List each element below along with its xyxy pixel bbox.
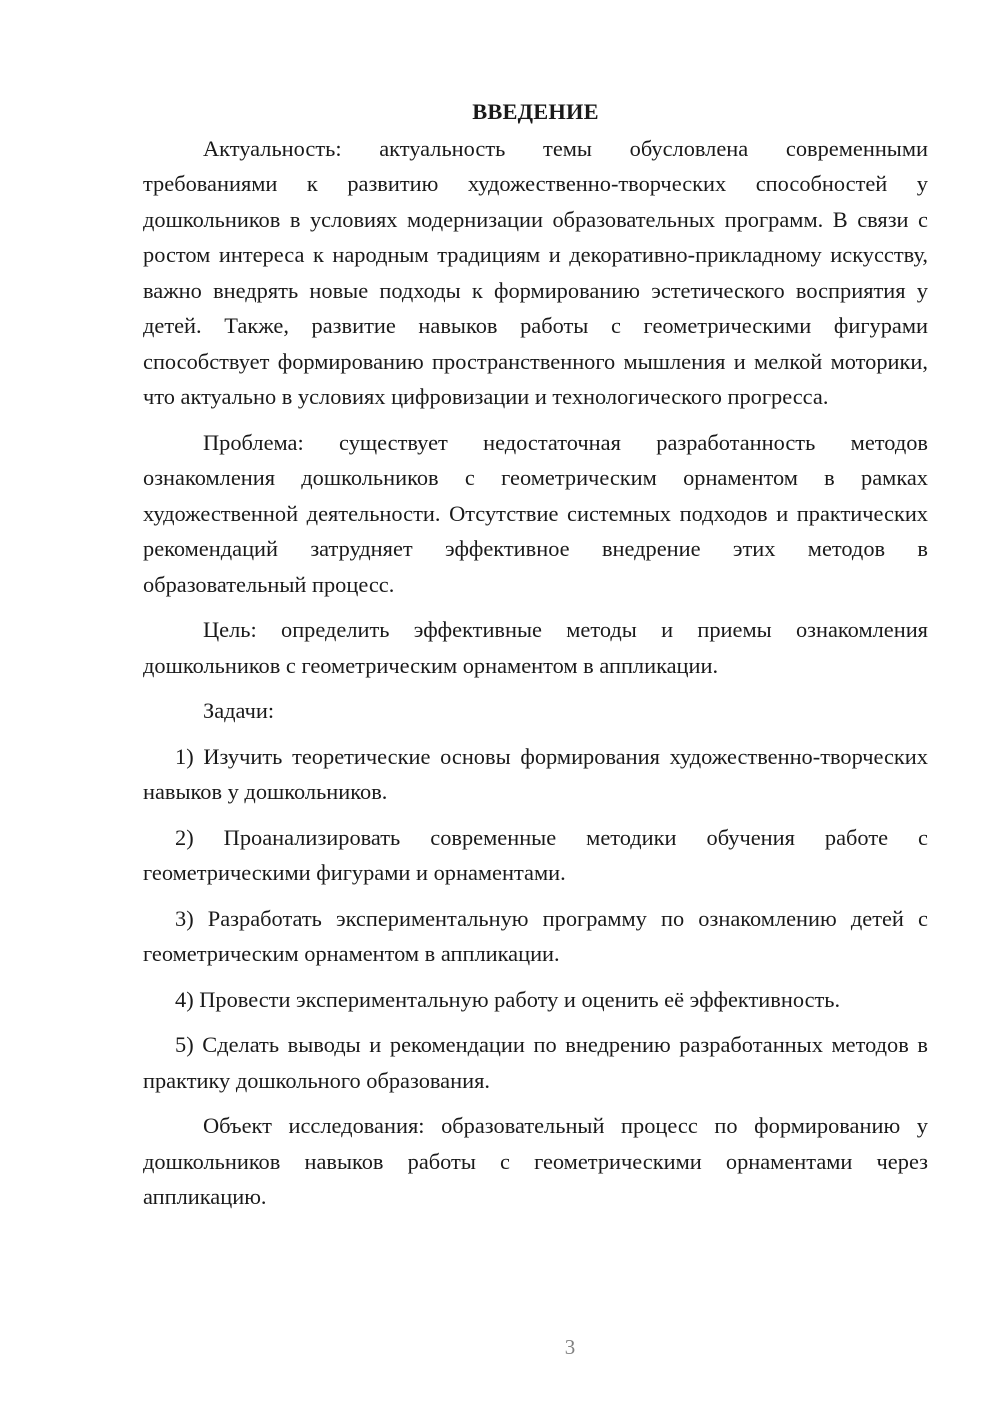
task-item: 2) Проанализировать современные методики обучения работе с геометрическими фигурами и орнаментами. xyxy=(143,824,928,885)
problem-paragraph: Проблема: существует недостаточная разработанность методов ознакомления дошкольников с геометрическим орнаментом в рамках художественной деятельности. Отсутствие системных подходов и практических рекомендаций затрудняет эффективное внедрение этих методов в образовательный процесс. xyxy=(143,429,928,597)
task-item: 3) Разработать экспериментальную программу по ознакомлению детей с геометрическим орнаментом в аппликации. xyxy=(143,905,928,966)
task-item: 5) Сделать выводы и рекомендации по внедрению разработанных методов в практику дошкольного образования. xyxy=(143,1032,928,1093)
goal-paragraph: Цель: определить эффективные методы и приемы ознакомления дошкольников с геометрическим орнаментом в аппликации. xyxy=(143,617,928,678)
tasks-list xyxy=(143,739,928,1099)
page-body xyxy=(143,94,928,1215)
object-paragraph: Объект исследования: образовательный процесс по формированию у дошкольников навыков работы с геометрическими орнаментами через аппликацию. xyxy=(143,1113,928,1209)
tasks-label: Задачи: xyxy=(203,698,275,723)
relevance-paragraph: Актуальность: актуальность темы обусловлена современными требованиями к развитию художественно-творческих способностей у дошкольников в условиях модернизации образовательных программ. В связи с ростом интереса к народным традициям и декоративно-прикладному искусству, важно внедрять новые подходы к формированию эстетического восприятия у детей. Также, развитие навыков работы с геометрическими фигурами способствует формированию пространственного мышления и мелкой моторики, что актуально в условиях цифровизации и технологического прогресса. xyxy=(143,135,928,409)
section-heading: ВВЕДЕНИЕ xyxy=(472,99,599,124)
task-item: 1) Изучить теоретические основы формирования художественно-творческих навыков у дошкольников. xyxy=(143,743,928,804)
page-number: 3 xyxy=(564,1335,576,1359)
task-item: 4) Провести экспериментальную работу и оценить её эффективность. xyxy=(175,986,841,1012)
